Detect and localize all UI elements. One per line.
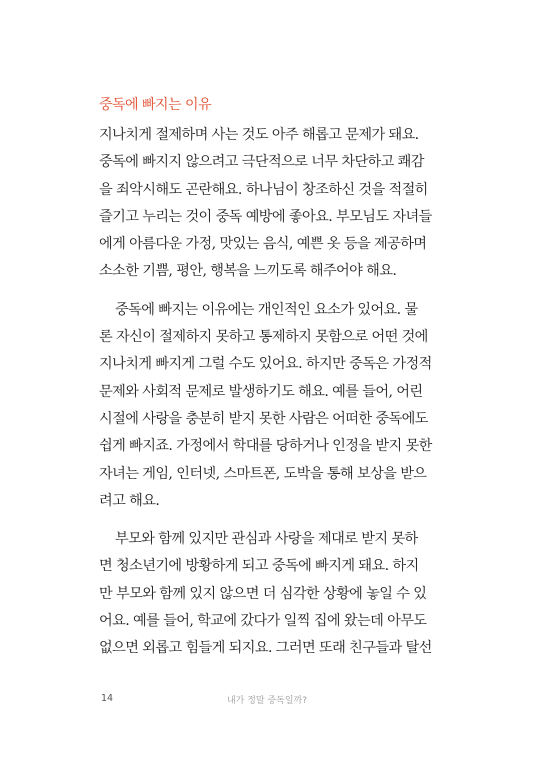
- text-line: 소소한 기쁨, 평안, 행복을 느끼도록 해주어야 해요.: [99, 263, 397, 280]
- text-line: 만 부모와 함께 있지 않으면 더 심각한 상황에 놓일 수 있: [99, 585, 427, 602]
- running-footer-title: 내가 정말 중독일까?: [226, 696, 308, 706]
- text-line: 론 자신이 절제하지 못하고 통제하지 못함으로 어떤 것에: [99, 329, 428, 346]
- paragraph-2: [99, 297, 441, 515]
- body-text: [99, 122, 441, 663]
- text-line: 중독에 빠지지 않으려고 극단적으로 너무 차단하고 쾌감: [99, 154, 424, 171]
- text-line: 자녀는 게임, 인터넷, 스마트폰, 도박을 통해 보상을 받으: [99, 465, 427, 482]
- page-number: 14: [101, 693, 114, 704]
- text-line: 시절에 사랑을 충분히 받지 못한 사람은 어떠한 중독에도: [99, 410, 428, 427]
- text-line: 부모와 함께 있지만 관심과 사랑을 제대로 받지 못하: [115, 531, 418, 548]
- text-line: 쉽게 빠지죠. 가정에서 학대를 당하거나 인정을 받지 못한: [99, 438, 432, 455]
- paragraph-1: [99, 122, 441, 286]
- text-line: 을 죄악시해도 곤란해요. 하나님이 창조하신 것을 적절히: [99, 181, 428, 198]
- text-line: 지나치게 절제하며 사는 것도 아주 해롭고 문제가 돼요.: [99, 127, 419, 143]
- text-line: 면 청소년기에 방황하게 되고 중독에 빠지게 돼요. 하지: [99, 558, 419, 575]
- paragraph-gap: [99, 515, 441, 526]
- text-line: 려고 해요.: [99, 492, 160, 509]
- text-line: 어요. 예를 들어, 학교에 갔다가 일찍 집에 왔는데 아무도: [99, 613, 427, 630]
- text-line: 문제와 사회적 문제로 발생하기도 해요. 예를 들어, 어린: [99, 383, 423, 400]
- text-line: 중독에 빠지는 이유에는 개인적인 요소가 있어요. 물: [115, 301, 418, 318]
- paragraph-gap: [99, 286, 441, 297]
- section-heading: 중독에 빠지는 이유: [99, 97, 212, 113]
- text-line: 에게 아름다운 가정, 맛있는 음식, 예쁜 옷 등을 제공하며: [99, 236, 427, 253]
- text-line: 즐기고 누리는 것이 중독 예방에 좋아요. 부모님도 자녀들: [99, 208, 432, 225]
- text-line: 지나치게 빠지게 그럴 수도 있어요. 하지만 중독은 가정적: [99, 356, 432, 373]
- text-line: 없으면 외롭고 힘들게 되지요. 그러면 또래 친구들과 탈선: [99, 640, 432, 657]
- paragraph-3: [99, 526, 441, 662]
